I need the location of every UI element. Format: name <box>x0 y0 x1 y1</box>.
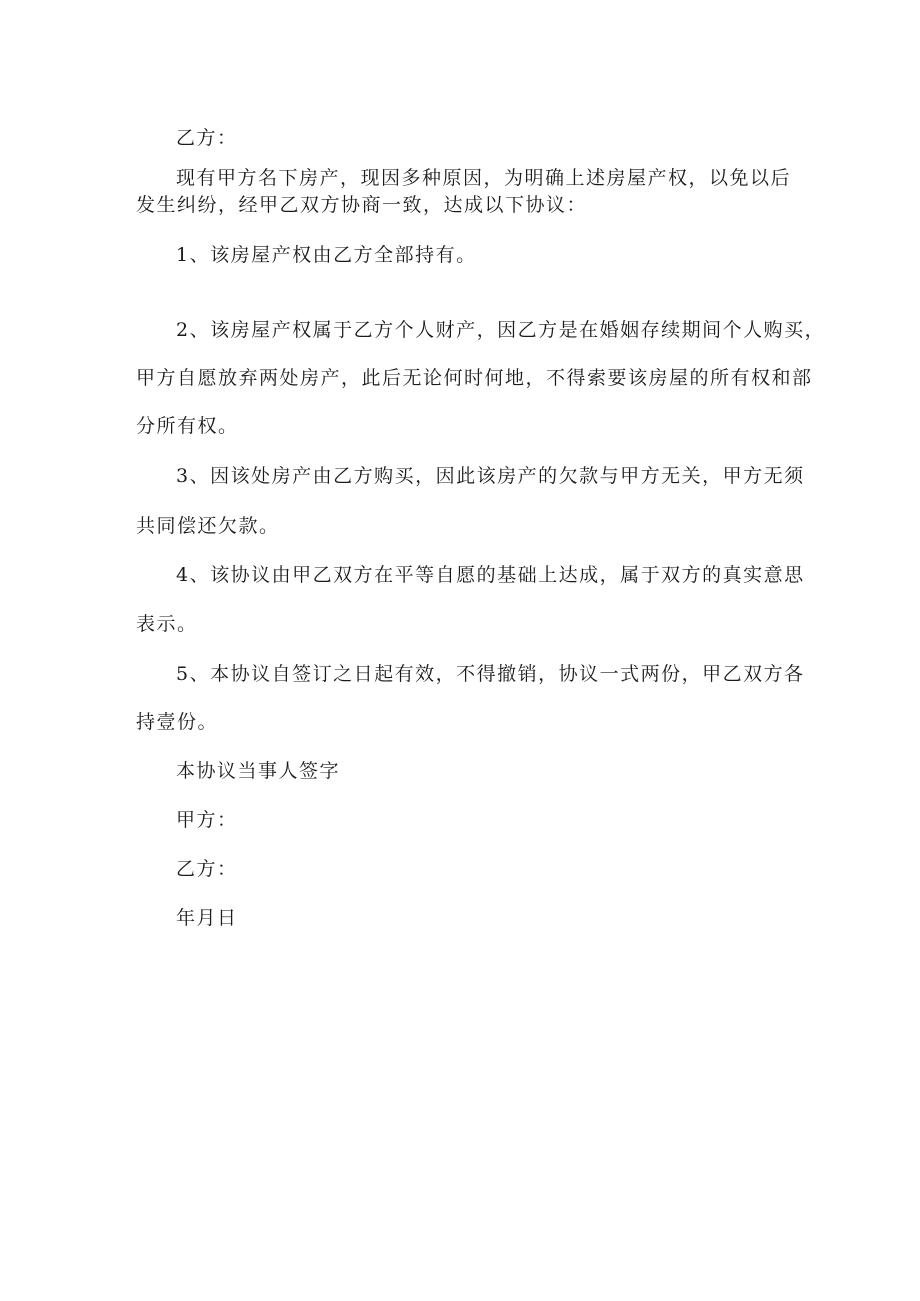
date-line: 年月日 <box>176 907 238 929</box>
clause-2-line-1: 2、该房屋产权属于乙方个人财产，因乙方是在婚姻存续期间个人购买， <box>176 319 826 341</box>
clause-1: 1、该房屋产权由乙方全部持有。 <box>176 244 477 266</box>
party-b-header: 乙方： <box>176 127 238 149</box>
clause-4-line-2: 表示。 <box>136 613 198 635</box>
party-a-signature: 甲方： <box>176 809 238 831</box>
intro-line-2: 发生纠纷，经甲乙双方协商一致，达成以下协议： <box>136 194 588 216</box>
clause-4-line-1: 4、该协议由甲乙双方在平等自愿的基础上达成，属于双方的真实意思 <box>176 564 805 586</box>
clause-5-line-1: 5、本协议自签订之日起有效，不得撤销，协议一式两份，甲乙双方各 <box>176 663 805 685</box>
party-b-signature: 乙方： <box>176 858 238 880</box>
clause-3-line-2: 共同偿还欠款。 <box>136 515 280 537</box>
clause-2-line-3: 分所有权。 <box>136 415 239 437</box>
clause-5-line-2: 持壹份。 <box>136 711 219 733</box>
signature-title: 本协议当事人签字 <box>176 760 341 782</box>
clause-3-line-1: 3、因该处房产由乙方购买，因此该房产的欠款与甲方无关，甲方无须 <box>176 465 805 487</box>
intro-line-1: 现有甲方名下房产，现因多种原因，为明确上述房屋产权，以免以后 <box>176 167 792 189</box>
clause-2-line-2: 甲方自愿放弃两处房产，此后无论何时何地，不得索要该房屋的所有权和部 <box>136 367 813 389</box>
